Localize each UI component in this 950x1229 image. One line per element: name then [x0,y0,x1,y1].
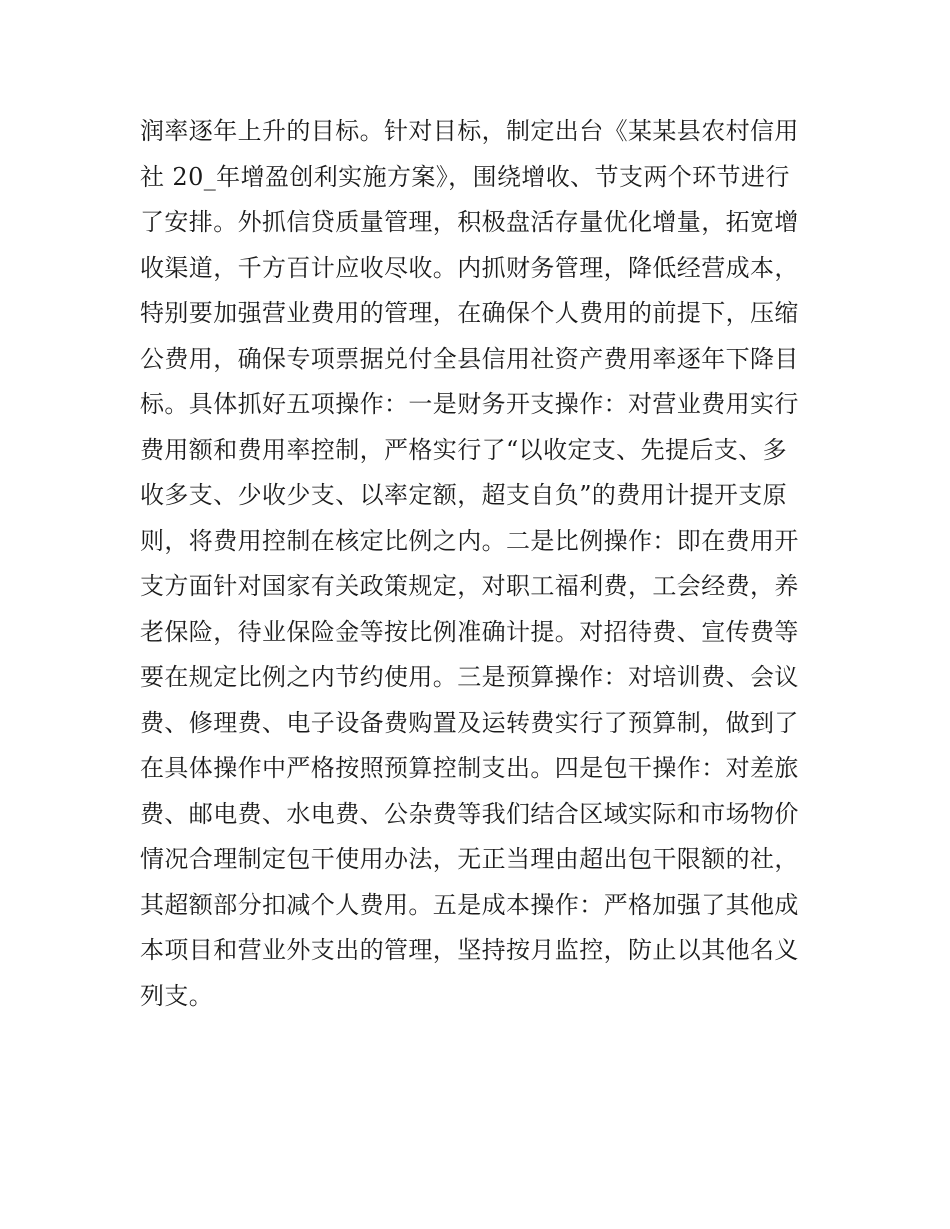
text-line: 润率逐年上升的目标。针对目标，制定出台《某某县农村信用 [140,117,799,145]
text-line: 收渠道，千方百计应收尽收。内抓财务管理，降低经营成本， [140,253,799,282]
text-line: 其超额部分扣减个人费用。五是成本操作：严格加强了其他成 [140,890,799,919]
text-line: 费、修理费、电子设备费购置及运转费实行了预算制，做到了 [140,708,799,737]
text-line: 则，将费用控制在核定比例之内。二是比例操作：即在费用开 [140,526,799,555]
text-line: 收多支、少收少支、以率定额，超支自负”的费用计提开支原 [140,481,788,509]
text-line: 标。具体抓好五项操作：一是财务开支操作：对营业费用实行 [140,390,799,418]
text-line: 费、邮电费、水电费、公杂费等我们结合区域实际和市场物价 [140,799,799,828]
text-line: 在具体操作中严格按照预算控制支出。四是包干操作：对差旅 [140,754,799,782]
text-line: 支方面针对国家有关政策规定，对职工福利费，工会经费，养 [140,572,799,600]
text-line: 要在规定比例之内节约使用。三是预算操作：对培训费、会议 [140,663,799,691]
text-line: 社 20_年增盈创利实施方案》，围绕增收、节支两个环节进行 [140,162,790,191]
text-line: 费用额和费用率控制，严格实行了“以收定支、先提后支、多 [140,435,788,464]
text-line: 特别要加强营业费用的管理，在确保个人费用的前提下，压缩 [140,299,799,327]
text-line: 列支。 [140,981,214,1010]
text-line: 本项目和营业外支出的管理，坚持按月监控，防止以其他名义 [140,936,799,964]
text-line: 情况合理制定包干使用办法，无正当理由超出包干限额的社， [140,845,799,873]
text-line: 了安排。外抓信贷质量管理，积极盘活存量优化增量，拓宽增 [140,208,799,236]
text-line: 老保险，待业保险金等按比例准确计提。对招待费、宣传费等 [140,617,799,646]
body-paragraph [140,109,820,1019]
text-line: 公费用，确保专项票据兑付全县信用社资产费用率逐年下降目 [140,344,799,373]
